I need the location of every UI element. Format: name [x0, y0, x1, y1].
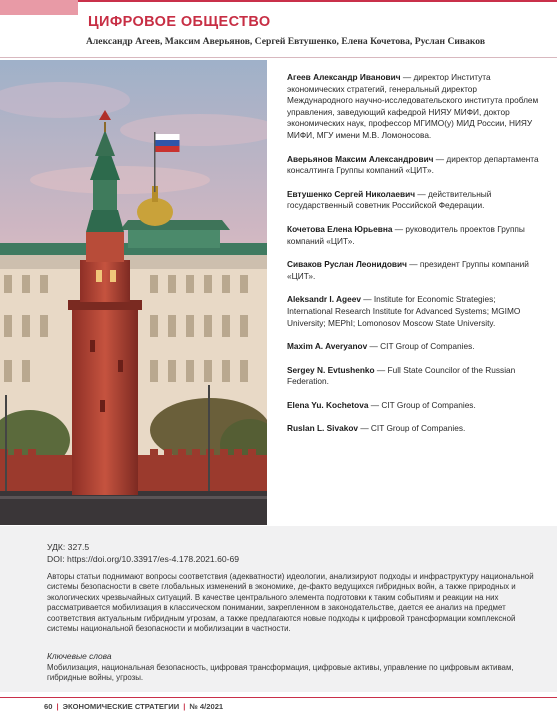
bio-averyanov-en: Maxim A. Averyanov — CIT Group of Companies.: [287, 341, 475, 352]
issue-number: № 4/2021: [189, 702, 224, 711]
bio-ageev-ru: Агеев Александр Иванович — директор Института экономических стратегий, генеральный директор Международного научно-исследовательского института проблем управления, заведующий кафедрой НИЯУ МИФИ, доктор экономических наук, профессор МГИМО(у) МИД России, НИЯУ МИФИ, МГУ имени М.В. Ломоносова.: [287, 72, 539, 140]
bio-evtushenko-en: Sergey N. Evtushenko — Full State Councilor of the Russian Federation.: [287, 364, 516, 387]
bio-averyanov-ru: Аверьянов Максим Александрович — директор департамента консалтинга Группы компаний «ЦИТ».: [287, 153, 539, 176]
header-accent-bar: [0, 0, 78, 15]
doi-link[interactable]: DOI: https://doi.org/10.33917/es-4.178.2021.60-69: [47, 553, 240, 564]
udk-code: УДК: 327.5: [47, 542, 90, 552]
page-footer: 60 | ЭКОНОМИЧЕСКИЕ СТРАТЕГИИ | № 4/2021: [44, 702, 224, 711]
kremlin-photo: [0, 60, 267, 525]
bio-ageev-en: Aleksandr I. Ageev — Institute for Economic Strategies; International Research Institute for Advanced Systems; MGIMO University; MEPhI; Lomonosov Moscow State University.: [287, 294, 521, 328]
header-divider: [0, 57, 557, 58]
keywords-title: Ключевые слова: [47, 651, 112, 661]
keywords-text: Мобилизация, национальная безопасность, цифровая трансформация, цифровые активы, управление по цифровым активам, гибридные войны, угрозы.: [47, 663, 514, 683]
bio-kochetova-en: Elena Yu. Kochetova — CIT Group of Companies.: [287, 399, 476, 410]
abstract-text: Авторы статьи поднимают вопросы соответствия (адекватности) идеологии, анализируют подходы и инфраструктуру национальной системы безопасности в свете глобальных изменений в экономике, де-факто ведущихся гибридных войн, а также природных и экологических чрезвычайных ситуаций. В качестве центрального элемента подготовки к таким событиям и реакции на них рассматривается мобилизация в классическом понимании, закрепленном в законодательстве, дается ее анализ на предмет соответствия актуальным гибридным угрозам, а также предлагаются новые подходы к цифровой трансформации комплексной системы национальной безопасности и мобилизации в частности.: [47, 572, 534, 634]
footer-divider: [0, 697, 557, 698]
bio-evtushenko-ru: Евтушенко Сергей Николаевич — действительный государственный советник Российской Федерации.: [287, 188, 492, 211]
author-bios: [287, 72, 543, 447]
section-title: ЦИФРОВОЕ ОБЩЕСТВО: [88, 14, 271, 30]
journal-name: ЭКОНОМИЧЕСКИЕ СТРАТЕГИИ: [62, 702, 180, 711]
header-rule-top: [78, 0, 557, 2]
bio-sivakov-ru: Сиваков Руслан Леонидович — президент Группы компаний «ЦИТ».: [287, 259, 529, 281]
page-number: 60: [44, 702, 53, 711]
bio-kochetova-ru: Кочетова Елена Юрьевна — руководитель проектов Группы компаний «ЦИТ».: [287, 223, 525, 246]
authors-line: Александр Агеев, Максим Аверьянов, Сергей Евтушенко, Елена Кочетова, Руслан Сиваков: [86, 36, 486, 47]
article-meta: [47, 542, 239, 565]
bio-sivakov-en: Ruslan L. Sivakov — CIT Group of Companies.: [287, 423, 466, 434]
